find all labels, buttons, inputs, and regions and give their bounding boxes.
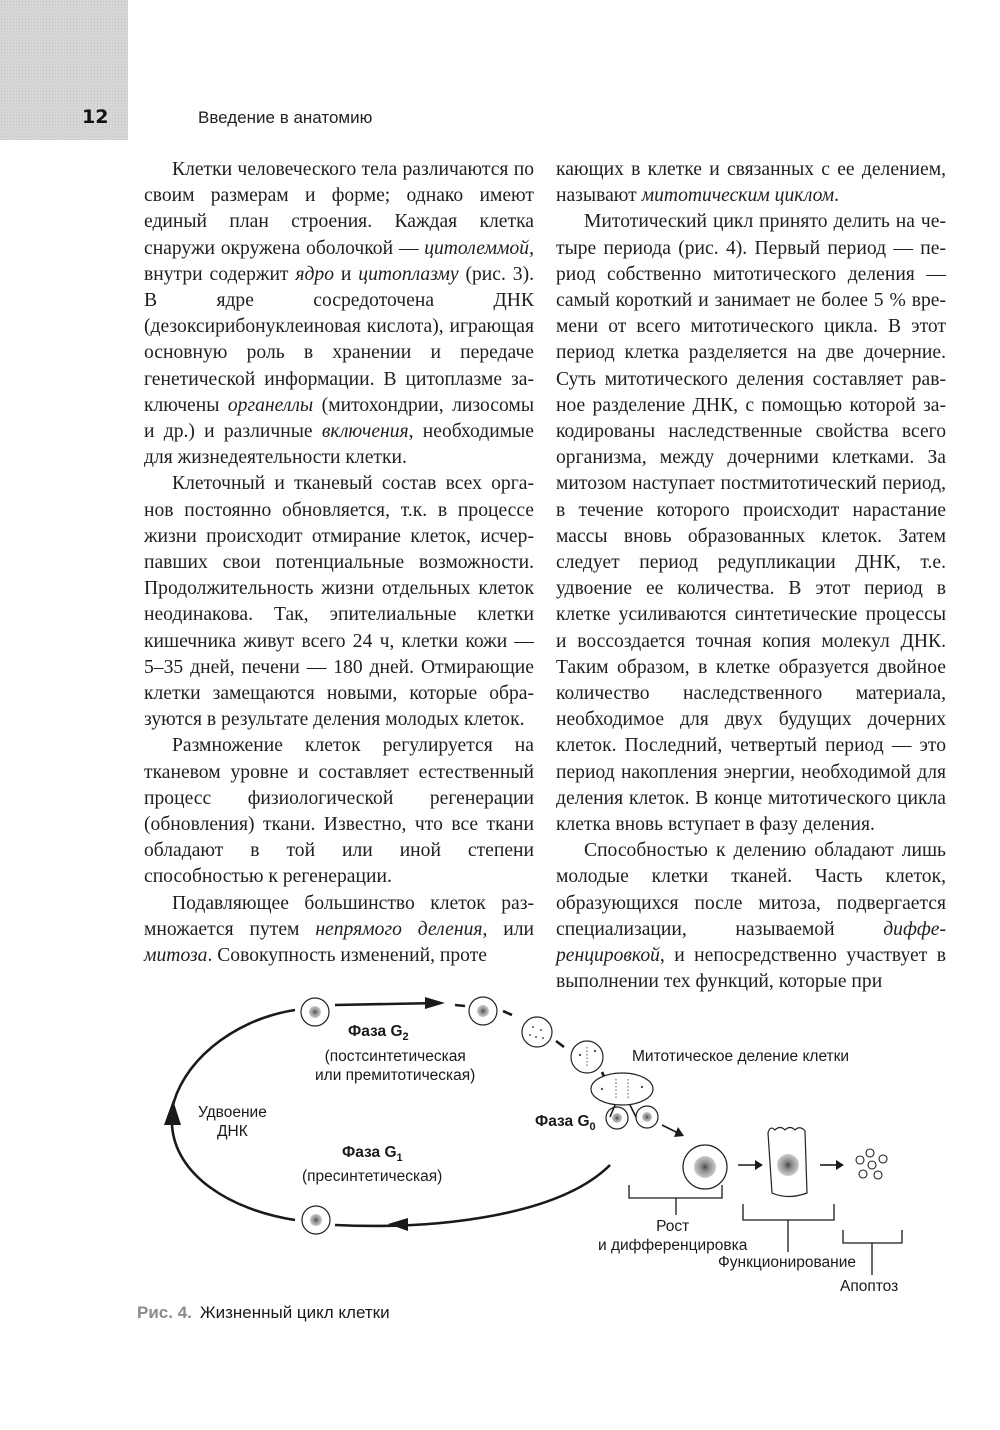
paragraph: Клеточный и тканевый состав всех органов постоянно обновляется, т.к. в процессе жизни происходит отмирание клеток, исчерпавших свои потенциальные возможности. Продолжительность жизни отдельных клеток неодинакова. Так, эпителиальные клетки кишечника живут всего 24 ч, клетки кожи — 5–35 дней, печени — 180 дней. Отмирающие клетки замещаются новыми, которые образуются в результате деления молодых клеток. [144, 473, 534, 731]
figure-title: Жизненный цикл клетки [199, 1303, 390, 1322]
dna-doubling-label: Удвоение ДНК [198, 1104, 267, 1140]
paragraph: Клетки человеческого тела различаются по своим размерам и форме; однако имеют единый план строения. Каждая клетка снаружи окружена оболочкой — цитолеммой, внутри содержит ядро и цитоплазму (рис. 3). В ядре сосредоточена ДНК (дезоксирибонуклеиновая кислота), играющая основную роль в хранении и передаче генетической информации. В цитоплазме заключены органеллы (митохондрии, лизосомы и др.) и различные включения, необходимые для жизнедеятельности клетки. [144, 159, 535, 469]
figure-caption [137, 1303, 390, 1323]
page-number: 12 [82, 106, 109, 128]
paragraph: Подавляющее большинство клеток размножается путем непрямого деления, или митоза. Совокупность изменений, проте [144, 892, 535, 967]
running-head: Введение в анатомию [198, 108, 373, 127]
growth-differentiation-label: Рост и дифференцировка [598, 1218, 748, 1254]
paragraph: Размножение клеток регулируется на тканевом уровне и составляет естественный процесс физиологической регенерации (обновления) ткани. Известно, что все ткани обладают в той или иной степени способностью к регенерации. [144, 735, 534, 888]
page-margin-tab [0, 0, 128, 140]
arrow-up-icon [164, 1100, 181, 1125]
paragraph: кающих в клетке и связанных с ее делением, называют митотическим циклом. [556, 159, 946, 207]
phase-g1-description: (пресинтетическая) [302, 1168, 443, 1185]
text-column-right [556, 157, 946, 996]
phase-g1-label: Фаза $G_1$ [342, 1144, 403, 1165]
paragraph: Митотический цикл принято делить на четыре периода (рис. 4). Первый период — период собственно митотического деления — самый короткий и занимает не более 5 % времени от всего митотического цикла. В этот период клетка разделяется на две дочерние. Суть митотического деления составляет равное разделение ДНК, с помощью которой закодированы наследственные свойства всего организма, между дочерними клетками. За митозом наступает постмитотический период, в течение которого происходит нарастание массы вновь образованных клеток. Затем следует период редупликации ДНК, т.е. удвоение ее количества. В этот период в клетке усиливаются синтетические процессы и воссоздается точная копия молекул ДНК. Таким образом, в клетке образуется двойное количество наследственного материала, необходимое для двух будущих дочерних клеток. Последний, четвертый период — это период накопления энергии, необходимой для деления клеток. В конце митотического цикла клетка вновь вступает в фазу деления. [556, 211, 946, 836]
text-column-left [144, 157, 534, 969]
paragraph: Способностью к делению обладают лишь молодые клетки тканей. Часть клеток, образующихся после митоза, подвергается специализации, называемой дифференцировкой, и непосредственно участвует в выполнении тех функций, которые при [556, 840, 946, 993]
mitosis-label: Митотическое деление клетки [632, 1048, 850, 1065]
figure-number: Рис. 4. [137, 1303, 192, 1322]
cell-life-cycle-figure [150, 975, 930, 1295]
arrow-left-icon [388, 1218, 408, 1231]
functioning-label: Функционирование [718, 1254, 857, 1271]
apoptosis-label: Апоптоз [840, 1278, 899, 1295]
phase-g2-description: (постсинтетическая или премитотическая) [315, 1048, 476, 1084]
phase-g0-label: Фаза $G_0$ [535, 1113, 596, 1134]
phase-g2-label: Фаза $G_2$ [348, 1023, 409, 1044]
arrow-right-icon [425, 997, 445, 1009]
